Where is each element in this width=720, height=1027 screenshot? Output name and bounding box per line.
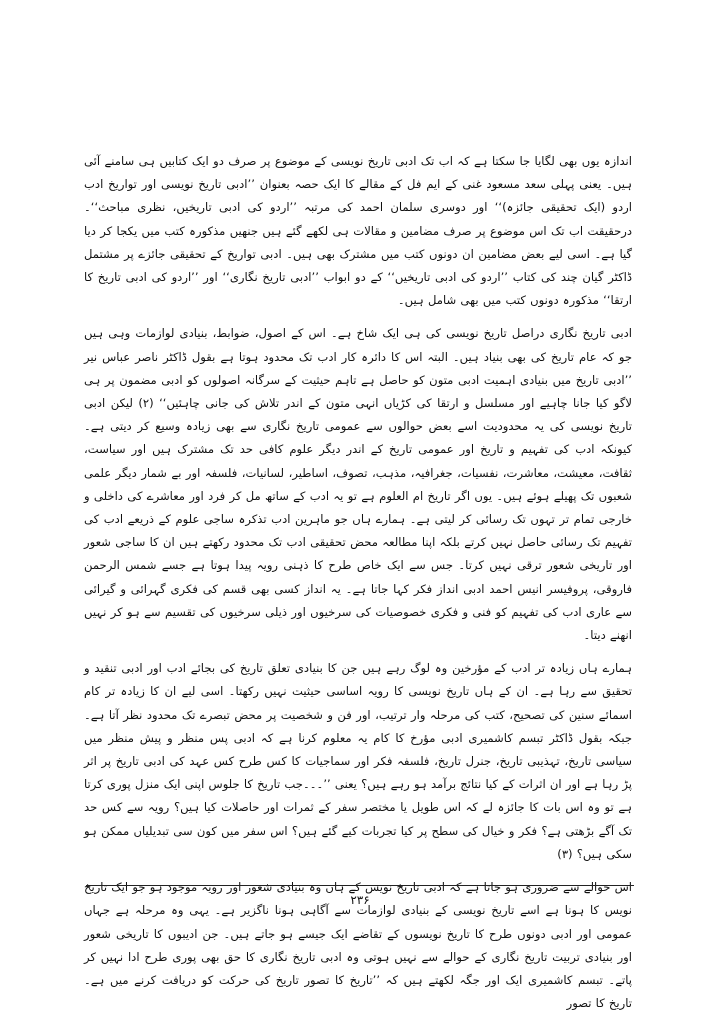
footer-divider xyxy=(86,885,634,886)
paragraph-4: اس حوالے سے ضروری ہو جاتا ہے کہ ادبی تاریخ نویس کے ہاں وہ بنیادی شعور اور رویہ موجود ہو جو ایک تاریخ نویس کا ہونا ہے اسے تاریخ نویسی کے بنیادی لوازمات سے آگاہی ہونا ناگزیر ہے۔ یہی وہ مرحلہ ہے جہاں عمومی اور ادبی دونوں طرح کا تاریخ نویسوں کے تقاضے ایک جیسے ہو جاتے ہیں۔ جن ادیبوں کا تاریخی شعور اور بنیادی تربیت تاریخ نگاری کے حوالے سے نہیں ہوتی وہ ادبی تاریخ نگاری کا حق بھی پوری طرح ادا نہیں کر پاتے۔ تبسم کاشمیری ایک اور جگہ لکھتے ہیں کہ ’’تاریخ کا تصور تاریخ کی حرکت کو دریافت کرنے میں ہے۔ تاریخ کا تصور xyxy=(84,880,632,1011)
paragraph-3: ہمارے ہاں زیادہ تر ادب کے مؤرخین وہ لوگ رہے ہیں جن کا بنیادی تعلق تاریخ کی بجائے ادب اور ادبی تنقید و تحقیق سے رہا ہے۔ ان کے ہاں تاریخ نویسی کا رویہ اساسی حیثیت نہیں رکھتا۔ اسی لیے ان کا زیادہ تر کام اسمائے سنین کی تصحیح، کتب کی مرحلہ وار ترتیب، اور فن و شخصیت پر محض تبصرے تک محدود نظر آتا ہے۔ جبکہ بقول ڈاکٹر تبسم کاشمیری ادبی مؤرخ کا کام یہ معلوم کرنا ہے کہ ادبی پس منظر و پیش منظر میں سیاسی تاریخ، تہذیبی تاریخ، جنرل تاریخ، فلسفہ فکر اور سماجیات کا کس طرح کس عہد کی ادبی تاریخ پر اثر پڑ رہا ہے اور ان اثرات کے کیا نتائج برآمد ہو رہے ہیں؟ یعنی ’’۔۔۔جب تاریخ کا جلوس اپنی ایک منزل پوری کرتا ہے تو وہ اس بات کا جائزہ لے کہ اس طویل یا مختصر سفر کے ثمرات اور حاصلات کیا ہیں؟ رویہ سے کس حد تک آگے بڑھتی ہے؟ فکر و خیال کی سطح پر کیا تجربات کیے گئے ہیں؟ اس سفر میں کون سی تبدیلیاں ممکن ہو سکی ہیں؟ (۳) xyxy=(84,661,632,861)
paragraph-2: ادبی تاریخ نگاری دراصل تاریخ نویسی کی ہی ایک شاخ ہے۔ اس کے اصول، ضوابط، بنیادی لوازمات وہی ہیں جو کہ عام تاریخ کی بھی بنیاد ہیں۔ البتہ اس کا دائرہ کار ادب تک محدود ہوتا ہے بقول ڈاکٹر ناصر عباس نیر ’’ادبی تاریخ میں بنیادی اہمیت ادبی متون کو حاصل ہے تاہم حیثیت کے سرگانہ اصولوں کو ادبی مضمون پر ہی لاگو کیا جانا چاہیے اور مسلسل و ارتقا کی کڑیاں انہی متون کے اندر تلاش کی جانی چاہئیں‘‘ (۲) لیکن ادبی تاریخ نویسی کی یہ محدودیت اسے بعض حوالوں سے عمومی تاریخ نگاری سے بھی زیادہ وسیع کر دیتی ہے۔ کیونکہ ادب کی تفہیم و تاریخ اور عمومی تاریخ کے اندر دیگر علوم کافی حد تک مشترک ہیں اور سیاست، ثقافت، معیشت، معاشرت، نفسیات، جغرافیہ، مذہب، تصوف، اساطیر، لسانیات، فلسفہ اور بے شمار دیگر علمی شعبوں تک پھیلے ہوئے ہیں۔ یوں اگر تاریخ ام العلوم ہے تو یہ ادب کے ساتھ مل کر فرد اور معاشرے کی داخلی و خارجی تمام تر تہوں تک رسائی کر لیتی ہے۔ ہمارے ہاں جو ماہرین ادب تذکرہ ساجی علوم کے ذریعے ادب کی تفہیم تک رسائی حاصل نہیں کرتے بلکہ اپنا مطالعہ محض تحقیقی ادب تک محدود رکھتے ہیں ان کا ساجی شعور اور تاریخی شعور ترقی نہیں کرتا۔ جس سے ایک خاص طرح کا ذہنی رویہ پیدا ہوتا ہے جسے شمس الرحمن فاروقی، پروفیسر انیس احمد ادبی انداز فکر کہا جاتا ہے۔ یہ انداز کسی بھی قسم کی فکری گہرائی و گیرائی سے عاری ادب کی تفہیم کو فنی و فکری خصوصیات کی سرخیوں اور ذیلی سرخیوں کی تقسیم سے ہو کر نہیں انھنے دیتا۔ xyxy=(84,326,632,643)
paragraph-1: اندازہ یوں بھی لگایا جا سکتا ہے کہ اب تک ادبی تاریخ نویسی کے موضوع پر صرف دو ایک کتابیں ہی سامنے آئی ہیں۔ یعنی پہلی سعد مسعود غنی کے ایم فل کے مقالے کا ایک حصہ بعنوان ’’ادبی تاریخ نویسی اور تواریخ ادب اردو (ایک تحقیقی جائزہ)‘‘ اور دوسری سلمان احمد کی مرتبہ ’’اردو کی ادبی تاریخیں، نظری مباحث‘‘۔ درحقیقت اب تک اس موضوع پر صرف مضامین و مقالات ہی لکھے گئے ہیں جنھیں مذکورہ کتب میں یکجا کر دیا گیا ہے۔ اسی لیے بعض مضامین ان دونوں کتب میں مشترک بھی ہیں۔ ادبی تواریخ کے تحقیقی جائزے پر مشتمل ڈاکٹر گیان چند کی کتاب ’’اردو کی ادبی تاریخیں‘‘ کے دو ابواب ’’ادبی تاریخ نگاری‘‘ اور ’’اردو کی ادبی تاریخ کا ارتقا‘‘ مذکورہ دونوں کتب میں بھی شامل ہیں۔ xyxy=(84,154,632,308)
page-number: ۲۳۶ xyxy=(350,893,370,907)
